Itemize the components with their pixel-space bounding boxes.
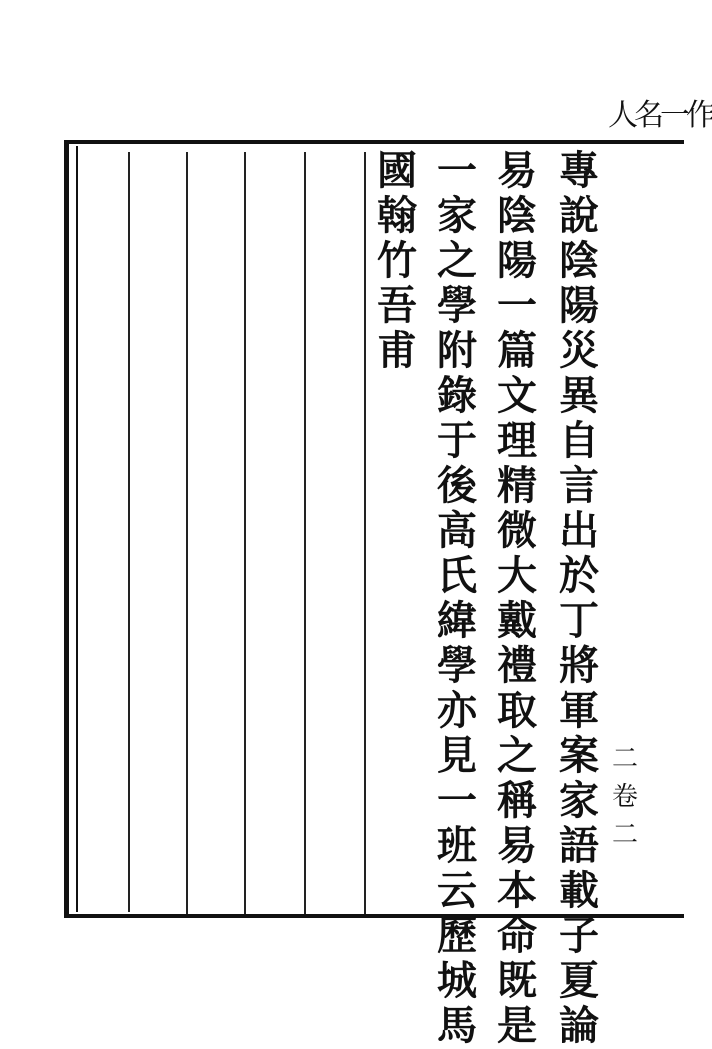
column-char: 高 — [437, 507, 477, 554]
column-char: 易 — [497, 822, 537, 869]
text-column-4 — [372, 148, 422, 373]
column-char: 家 — [559, 777, 599, 824]
column-char: 城 — [437, 957, 477, 1004]
column-char: 錄 — [437, 372, 477, 419]
column-rule — [186, 152, 188, 914]
column-char: 陽 — [497, 237, 537, 284]
column-char: 甫 — [377, 327, 417, 374]
text-column-3 — [432, 148, 482, 1048]
column-char: 易 — [497, 147, 537, 194]
column-char: 案 — [559, 732, 599, 779]
column-char: 大 — [497, 552, 537, 599]
column-char: 言 — [559, 462, 599, 509]
column-char: 見 — [437, 732, 477, 779]
column-char: 取 — [497, 687, 537, 734]
column-char: 馬 — [437, 1002, 477, 1049]
column-char: 歷 — [437, 912, 477, 959]
column-char: 氏 — [437, 552, 477, 599]
column-char: 異 — [559, 372, 599, 419]
column-char: 專 — [559, 147, 599, 194]
margin-note — [610, 740, 640, 854]
column-char: 精 — [497, 462, 537, 509]
column-char: 微 — [497, 507, 537, 554]
column-char: 竹 — [377, 237, 417, 284]
column-char: 陰 — [559, 237, 599, 284]
column-char: 戴 — [497, 597, 537, 644]
column-char: 理 — [497, 417, 537, 464]
column-char: 命 — [497, 912, 537, 959]
column-char: 語 — [559, 822, 599, 869]
column-char: 陰 — [497, 192, 537, 239]
column-char: 文 — [497, 372, 537, 419]
column-char: 國 — [377, 147, 417, 194]
column-char: 附 — [437, 327, 477, 374]
column-char: 之 — [497, 732, 537, 779]
column-char: 既 — [497, 957, 537, 1004]
column-char: 之 — [437, 237, 477, 284]
column-char: 載 — [559, 867, 599, 914]
column-char: 自 — [559, 417, 599, 464]
column-char: 災 — [559, 327, 599, 374]
column-char: 後 — [437, 462, 477, 509]
margin-note-char: 二 — [611, 744, 638, 774]
column-char: 緯 — [437, 597, 477, 644]
frame-inner-border — [76, 146, 78, 912]
column-char: 軍 — [559, 687, 599, 734]
column-char: 家 — [437, 192, 477, 239]
column-rule — [364, 152, 366, 914]
column-char: 一 — [437, 147, 477, 194]
column-char: 將 — [559, 642, 599, 689]
margin-note-char: 二 — [611, 820, 638, 850]
column-char: 篇 — [497, 327, 537, 374]
column-char: 于 — [437, 417, 477, 464]
column-char: 是 — [497, 1002, 537, 1049]
column-char: 一 — [437, 777, 477, 824]
margin-note-char: 卷 — [611, 782, 638, 812]
column-char: 禮 — [497, 642, 537, 689]
column-char: 學 — [437, 282, 477, 329]
column-rule — [244, 152, 246, 914]
column-char: 丁 — [559, 597, 599, 644]
column-char: 一 — [497, 282, 537, 329]
text-column-2 — [492, 148, 542, 1048]
column-rule — [304, 152, 306, 914]
column-char: 夏 — [559, 957, 599, 1004]
header-fragment: 人名一作 — [608, 98, 712, 133]
column-char: 云 — [437, 867, 477, 914]
column-char: 吾 — [377, 282, 417, 329]
column-char: 論 — [559, 1002, 599, 1049]
column-char: 出 — [559, 507, 599, 554]
column-char: 陽 — [559, 282, 599, 329]
column-char: 於 — [559, 552, 599, 599]
column-char: 亦 — [437, 687, 477, 734]
column-char: 子 — [559, 912, 599, 959]
text-column-1 — [554, 148, 604, 1048]
column-char: 說 — [559, 192, 599, 239]
column-char: 翰 — [377, 192, 417, 239]
column-rule — [128, 152, 130, 912]
column-char: 學 — [437, 642, 477, 689]
column-char: 本 — [497, 867, 537, 914]
column-char: 班 — [437, 822, 477, 869]
column-char: 稱 — [497, 777, 537, 824]
